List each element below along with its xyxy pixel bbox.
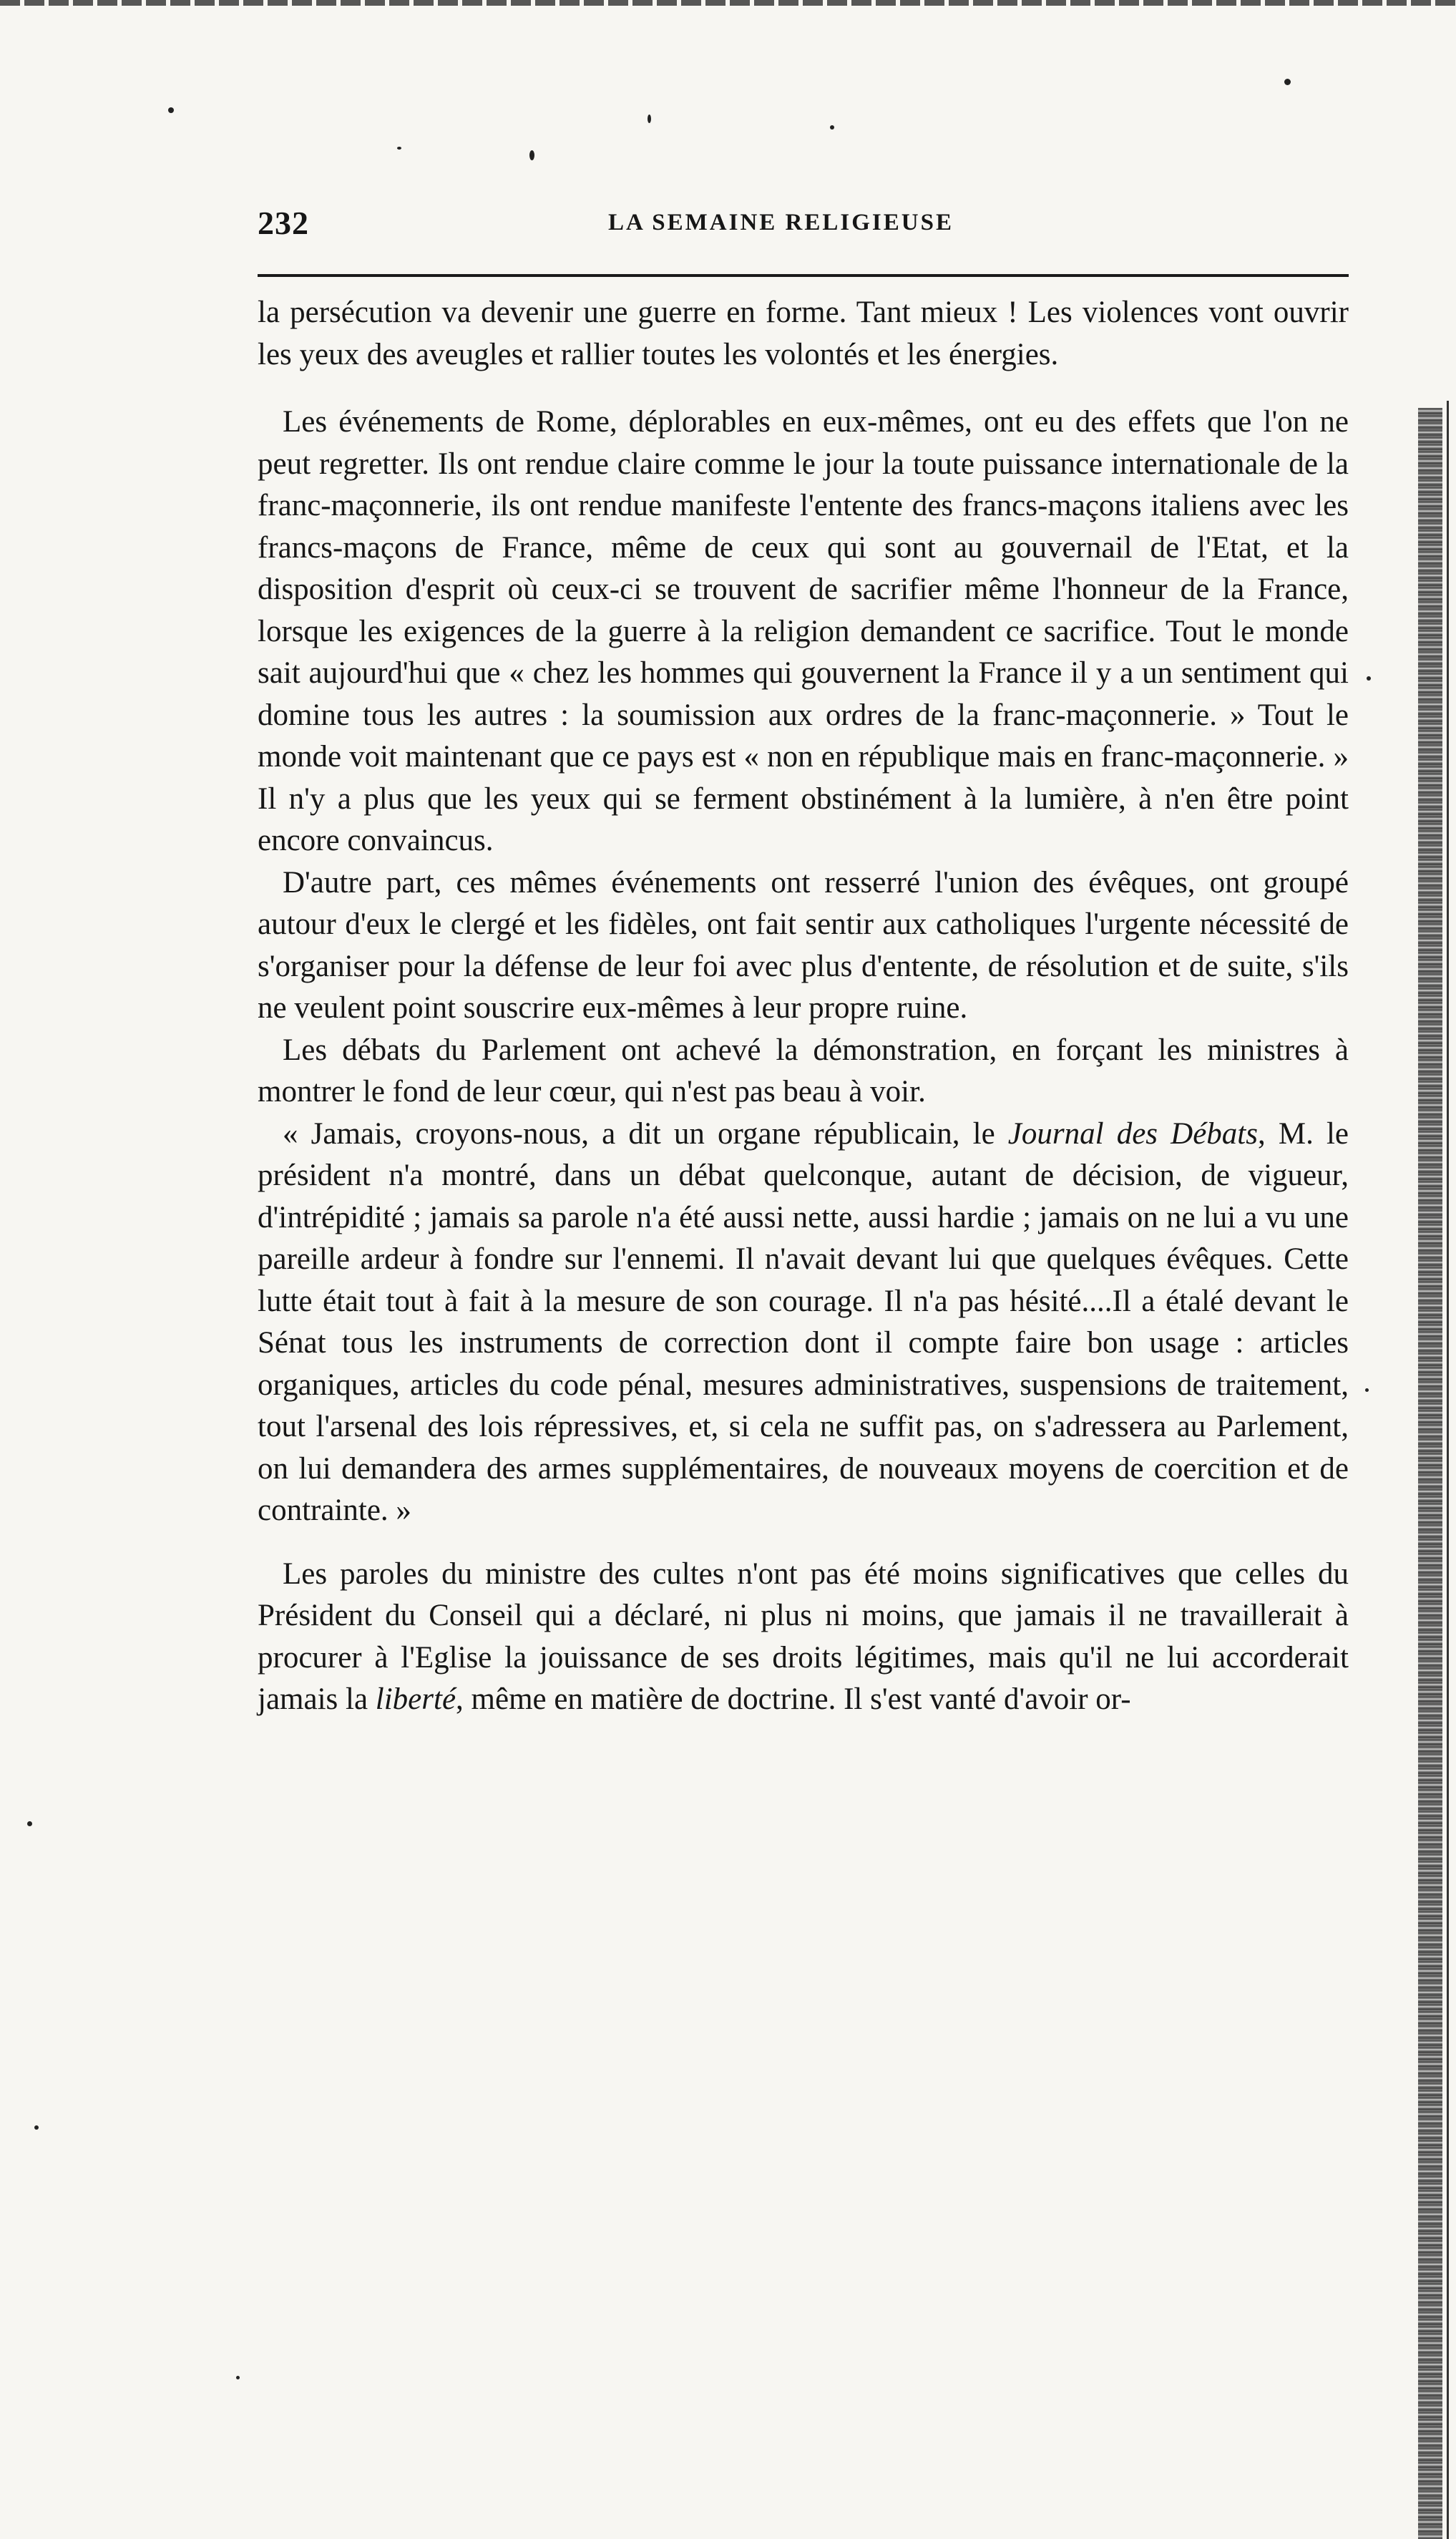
- scan-speck: [34, 2125, 39, 2130]
- page-header: [258, 204, 1349, 247]
- paragraph: D'autre part, ces mêmes événements ont resserré l'union des évêques, ont groupé autour d'eux le clergé et les fidèles, ont fait sentir aux catholiques l'urgente nécessité de s'organiser pour la défense de leur foi avec plus d'entente, de résolution et de suite, s'ils ne veulent point souscrire eux-mêmes à leur propre ruine.: [258, 865, 1349, 1025]
- paragraph-text: Les paroles du ministre des cultes n'ont pas été moins significatives que celles du Président du Conseil qui a déclaré, ni plus ni moins, que jamais il ne travaillerait à procurer à l'Eglise la jouissance de ses droits légitimes, mais qu'il ne lui accorderait jamais la: [258, 1556, 1349, 1716]
- scan-speck: [830, 125, 834, 130]
- body-text: [258, 292, 1349, 1721]
- paragraph: Les débats du Parlement ont achevé la démonstration, en forçant les ministres à montrer le fond de leur cœur, qui n'est pas beau à voir.: [258, 1033, 1349, 1108]
- book-binding-edge: [1447, 401, 1449, 2539]
- scan-top-edge: [0, 0, 1456, 6]
- scan-speck: [1367, 676, 1371, 681]
- scan-speck: [648, 114, 651, 123]
- page-number: 232: [258, 205, 309, 241]
- scan-speck: [529, 150, 534, 160]
- italic-word: liberté: [375, 1682, 456, 1716]
- paragraph: la persécution va devenir une guerre en forme. Tant mieux ! Les violences vont ouvrir les yeux des aveugles et rallier toutes les volontés et les énergies.: [258, 296, 1349, 371]
- scan-speck: [1284, 79, 1291, 85]
- running-head: LA SEMAINE RELIGIEUSE: [608, 210, 954, 235]
- scan-speck: [168, 107, 174, 113]
- header-rule: [258, 274, 1349, 277]
- paragraph: Les événements de Rome, déplorables en eux-mêmes, ont eu des effets que l'on ne peut regretter. Ils ont rendue claire comme le jour la toute puissance internationale de la franc-maçonnerie, ils ont rendue manifeste l'entente des francs-maçons italiens avec les francs-maçons de France, même de ceux qui sont au gouvernail de l'Etat, et la disposition d'esprit où ceux-ci se trouvent de sacrifier même l'honneur de la France, lorsque les exigences de la guerre à la religion demandent ce sacrifice. Tout le monde sait aujourd'hui que « chez les hommes qui gouvernent la France il y a un sentiment qui domine tous les autres : la soumission aux ordres de la franc-maçonnerie. » Tout le monde voit maintenant que ce pays est « non en république mais en franc-maçonnerie. » Il n'y a plus que les yeux qui se ferment obstinément à la lumière, à n'en être point encore convaincus.: [258, 405, 1349, 857]
- journal-title: Journal des Débats: [1007, 1116, 1258, 1151]
- scan-speck: [1365, 1388, 1369, 1392]
- quotation-paragraph: [258, 1113, 1349, 1532]
- scan-speck: [236, 2376, 240, 2379]
- scan-speck: [27, 1821, 32, 1826]
- paragraph: [258, 1554, 1349, 1721]
- scan-speck: [397, 147, 401, 150]
- book-binding-shadow: [1418, 408, 1442, 2539]
- quote-intro: « Jamais, croyons-nous, a dit un organe républicain, le: [283, 1116, 1008, 1151]
- quote-text: , M. le président n'a montré, dans un débat quelconque, autant de décision, de vigueur, d'intrépidité ; jamais sa parole n'a été aussi nette, aussi hardie ; jamais on ne lui a vu une pareille ardeur à fondre sur l'ennemi. Il n'avait devant lui que quelques évêques. Cette lutte était tout à fait à la mesure de son courage. Il n'a pas hésité....Il a étalé devant le Sénat tous les instruments de correction dont il compte faire bon usage : articles organiques, articles du code pénal, mesures administratives, suspensions de traitement, tout l'arsenal des lois répressives, et, si cela ne suffit pas, on s'adressera au Parlement, on lui demandera des armes supplémentaires, de nouveaux moyens de coercition et de contrainte. »: [258, 1116, 1349, 1527]
- paragraph-text: , même en matière de doctrine. Il s'est vanté d'avoir or-: [456, 1682, 1131, 1716]
